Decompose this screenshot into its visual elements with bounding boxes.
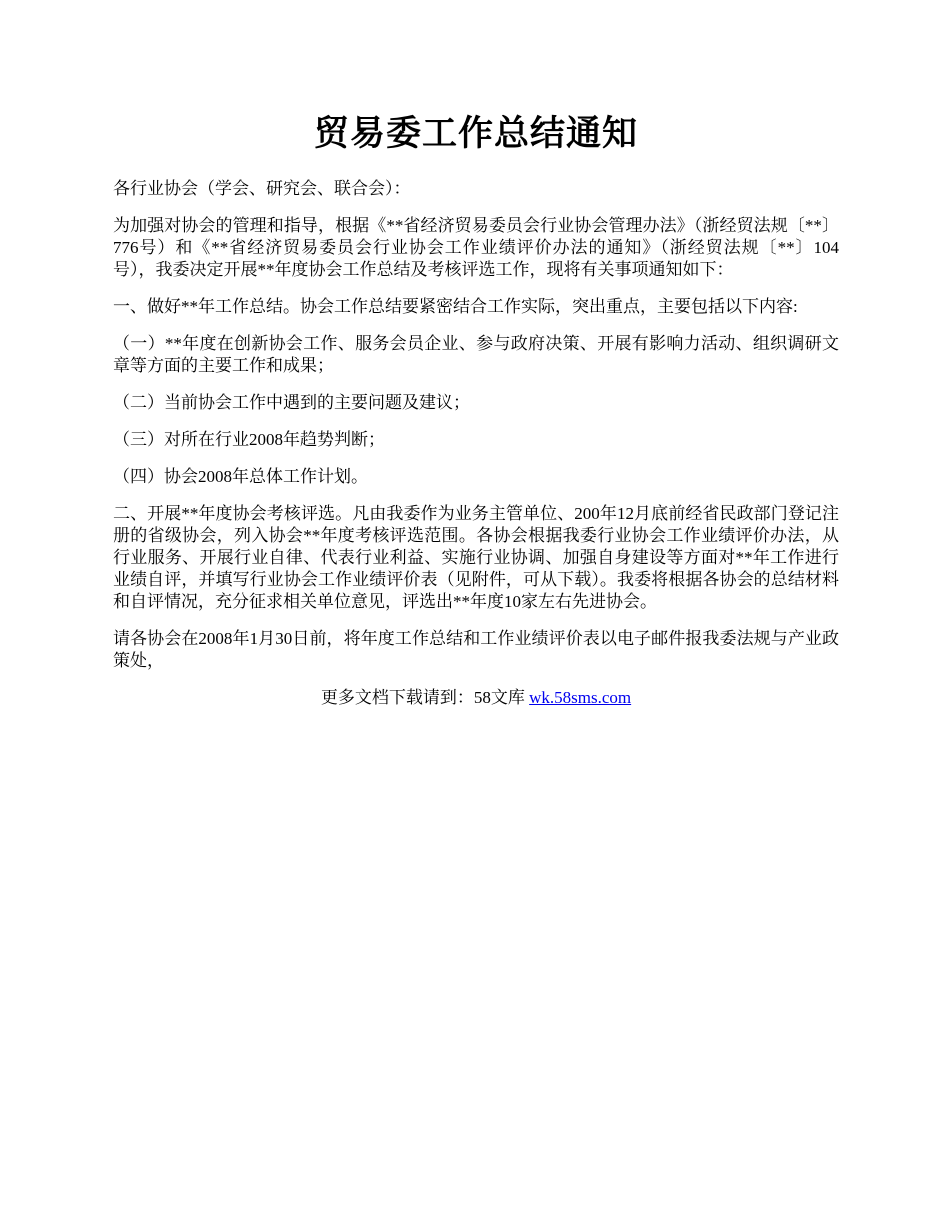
document-title: 贸易委工作总结通知 (313, 114, 638, 153)
download-footer (113, 687, 839, 709)
intro-paragraph: 为加强对协会的管理和指导，根据《**省经济贸易委员会行业协会管理办法》（浙经贸法规〔**〕776号）和《**省经济贸易委员会行业协会工作业绩评价办法的通知》（浙经贸法规〔**〕104号），我委决定开展**年度协会工作总结及考核评选工作，现将有关事项通知如下： (113, 216, 839, 279)
list-item-three: （三）对所在行业2008年趋势判断； (113, 430, 385, 449)
footer-link[interactable]: wk.58sms.com (529, 688, 632, 707)
document-page (113, 110, 839, 709)
salutation: 各行业协会（学会、研究会、联合会）： (113, 179, 411, 198)
list-item-four: （四）协会2008年总体工作计划。 (113, 467, 368, 486)
footer-prefix: 更多文档下载请到：58文库 (320, 688, 530, 707)
list-item-one: （一）**年度在创新协会工作、服务会员企业、参与政府决策、开展有影响力活动、组织调研文章等方面的主要工作和成果； (113, 334, 839, 375)
deadline-paragraph: 请各协会在2008年1月30日前，将年度工作总结和工作业绩评价表以电子邮件报我委法规与产业政策处， (113, 629, 839, 670)
section-one-heading: 一、做好**年工作总结。协会工作总结要紧密结合工作实际，突出重点，主要包括以下内容: (113, 297, 798, 316)
section-two-paragraph: 二、开展**年度协会考核评选。凡由我委作为业务主管单位、200年12月底前经省民政部门登记注册的省级协会，列入协会**年度考核评选范围。各协会根据我委行业协会工作业绩评价办法，从行业服务、开展行业自律、代表行业利益、实施行业协调、加强自身建设等方面对**年工作进行业绩自评，并填写行业协会工作业绩评价表（见附件，可从下载）。我委将根据各协会的总结材料和自评情况，充分征求相关单位意见，评选出**年度10家左右先进协会。 (113, 504, 839, 611)
list-item-two: （二）当前协会工作中遇到的主要问题及建议； (113, 393, 470, 412)
